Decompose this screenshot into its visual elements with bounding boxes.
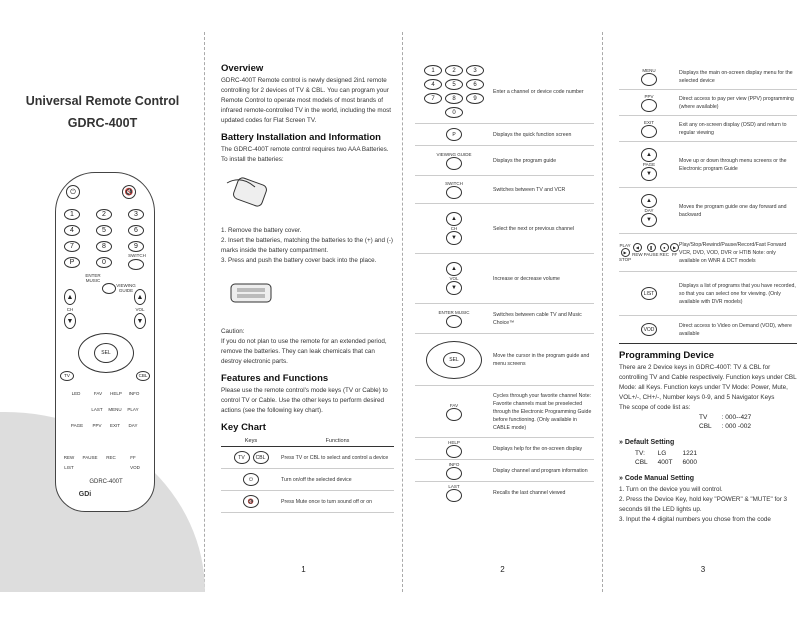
viewing-guide-label: VIEWING GUIDE: [116, 283, 136, 293]
key-function: Cycles through your favorite channel Note: Favorite channels must be preselected through the Electronic Programming Guide before functioning. (Only available in CABLE mode): [493, 392, 592, 431]
navigation-ring: [426, 341, 482, 379]
power-icon: ⏻: [66, 185, 80, 199]
manual-step-1: 1. Turn on the device you will control.: [619, 486, 723, 493]
key-4: 4: [424, 79, 442, 90]
power-icon: ⏻: [243, 473, 259, 486]
key-chart-header: [221, 435, 394, 447]
enter-music-label: ENTER MUSIC: [85, 273, 101, 283]
overview-text: GDRC-400T Remote control is newly designed 2in1 remote controlling for 2 devices of TV & CBL. You can program your Remote Control to operate most models of most brands of infrared remote-controlled TV in the world, including the most updated codes for Flat Screen TV.: [221, 77, 391, 124]
table-row: [415, 60, 594, 124]
page-number: 3: [700, 565, 706, 574]
viewing-guide-button: [102, 283, 116, 294]
p-key: P: [446, 128, 462, 141]
table-row: [221, 447, 394, 469]
page-number: 1: [301, 565, 306, 574]
key-function: Direct access to Video on Demand (VOD), where available: [679, 322, 792, 337]
table-row: [415, 176, 594, 204]
number-keys: [424, 65, 484, 118]
switch-label: SWITCH: [128, 253, 146, 258]
table-row: [415, 460, 594, 482]
remote-key-2: 2: [96, 209, 112, 220]
vod-label: VOD: [130, 465, 140, 470]
remote-key-5: 5: [96, 225, 112, 236]
vol-down-icon: ▼: [446, 281, 462, 295]
key-6: 6: [466, 79, 484, 90]
key-2: 2: [445, 65, 463, 76]
key-7: 7: [424, 93, 442, 104]
viewing-guide-key: [446, 157, 462, 170]
manual-step-2: 2. Press the Device Key, hold key "POWER" & "MUTE" for 3 seconds till the LED lights up.: [619, 496, 788, 513]
remote-key-3: 3: [128, 209, 144, 220]
exit-key: [641, 125, 657, 138]
page-3: [603, 32, 803, 592]
key-function: Direct access to pay per view (PPV) programming (where available): [679, 95, 794, 110]
remote-key-4: 4: [64, 225, 80, 236]
table-row: [221, 469, 394, 491]
table-row: [415, 304, 594, 334]
day-label: DAY: [128, 423, 138, 428]
cover-title: Universal Remote Control: [25, 94, 180, 108]
key-function: Play/Stop/Rewind/Pause/Record/Fast Forward VCR, DVD, VOD, DVR or HTIB Note: only available on WNR & DCT models: [679, 241, 787, 264]
key-8: 8: [445, 93, 463, 104]
page-1: [205, 32, 403, 592]
table-row: [619, 116, 797, 142]
table-row: [619, 188, 797, 234]
table-row: CBL : 000 -002: [699, 423, 751, 430]
battery-heading: Battery Installation and Information: [221, 132, 381, 143]
table-row: [415, 386, 594, 438]
programming-text: There are 2 Device keys in GDRC-400T: TV & CBL for controlling TV and Cable respectively. Function keys under CBL Mode: all Keys. Function keys under TV Mode: Power, Mute, VOL+/-, CH+/-, Number keys 0-9, and 5 Navigator Keys: [619, 364, 797, 401]
programming-heading: Programming Device: [619, 350, 715, 361]
ppv-label: PPV: [644, 93, 654, 99]
mute-icon: 🔇: [122, 185, 136, 199]
manual-setting-heading: » Code Manual Setting: [619, 475, 695, 482]
key-function: Turn on/off the selected device: [281, 476, 352, 483]
last-label: LAST: [448, 484, 460, 489]
key-function: Displays help for the on-screen display: [493, 445, 583, 452]
key-function: Recalls the last channel viewed: [493, 490, 566, 496]
rew-label: REW: [632, 252, 643, 257]
table-row: [415, 482, 594, 504]
pause-label: PAUSE: [643, 252, 659, 257]
default-setting-table: [619, 449, 707, 467]
table-row: [619, 90, 797, 116]
ch-up-icon: ▲: [64, 289, 76, 305]
enter-music-label: ENTER MUSIC: [438, 309, 470, 315]
sel-key: SEL: [443, 352, 465, 368]
stop-label: STOP: [618, 257, 632, 262]
play-label: PLAY: [127, 407, 139, 412]
key-function: Switches between cable TV and Music Choice™: [493, 311, 582, 326]
rewind-icon: ◀: [633, 243, 642, 252]
features-heading: Features and Functions: [221, 373, 329, 384]
ch-label: CH: [66, 307, 74, 312]
battery-step-2: 2. Insert the batteries, matching the batteries to the (+) and (-) marks inside the battery compartment.: [221, 237, 394, 254]
rec-label: REC: [659, 252, 670, 257]
features-text: Please use the remote control's mode keys (TV or Cable) to control TV or Cable. Use the other keys to perform desired actions (see the following key chart).: [221, 387, 388, 414]
brand-logo: GDi: [78, 491, 92, 498]
info-label: INFO: [448, 461, 460, 467]
table-row: CBL 400T 6000: [635, 459, 697, 466]
viewing-guide-label: VIEWING GUIDE: [436, 151, 472, 157]
page-label: PAGE: [70, 423, 84, 428]
list-label: LIST: [64, 465, 74, 470]
exit-label: EXIT: [643, 119, 654, 125]
caution-label: Caution:: [221, 328, 245, 335]
list-key: LIST: [641, 287, 657, 300]
day-down-icon: ▼: [641, 213, 657, 227]
remote-key-8: 8: [96, 241, 112, 252]
remote-illustration: [55, 172, 155, 512]
table-row: [415, 254, 594, 304]
exit-label: EXIT: [109, 423, 120, 428]
vod-key: VOD: [641, 323, 657, 336]
table-row: [415, 438, 594, 460]
last-key: [446, 489, 462, 502]
led-label: LED: [71, 391, 81, 396]
table-row: [619, 64, 797, 90]
menu-label: MENU: [108, 407, 122, 412]
cbl-button: CBL: [136, 371, 150, 381]
remote-key-7: 7: [64, 241, 80, 252]
fast-forward-icon: ▶: [670, 243, 679, 252]
vol-down-icon: ▼: [134, 313, 146, 329]
key-function: Moves the program guide one day forward and backward: [679, 203, 787, 218]
table-row: [415, 334, 594, 386]
key-function: Displays the main on-screen display menu for the selected device: [679, 69, 793, 84]
switch-label: SWITCH: [445, 180, 463, 186]
remote-key-0: 0: [96, 257, 112, 268]
default-setting-heading: » Default Setting: [619, 439, 675, 446]
fav-label: FAV: [449, 402, 459, 408]
day-up-icon: ▲: [641, 194, 657, 208]
keys-column-header: Keys: [244, 437, 258, 444]
table-row: [415, 146, 594, 176]
key-chart-heading: Key Chart: [221, 422, 266, 433]
ch-label: CH: [450, 226, 458, 231]
pause-label: PAUSE: [82, 455, 98, 460]
key-1: 1: [424, 65, 442, 76]
pause-icon: ❚: [647, 243, 656, 252]
battery-text: The GDRC-400T remote control requires two AAA Batteries. To install the batteries:: [221, 146, 389, 163]
remote-model-label: GDRC-400T: [89, 479, 123, 485]
page-2: [403, 32, 603, 592]
ppv-label: PPV: [92, 423, 102, 428]
vol-label: VOL: [135, 307, 145, 312]
play-icon: ▶: [621, 248, 630, 257]
last-label: LAST: [91, 407, 103, 412]
key-function: Move the cursor in the program guide and menu screens: [493, 352, 590, 367]
cover-model-title: GDRC-400T: [67, 116, 138, 130]
mute-icon: 🔇: [243, 495, 259, 508]
ppv-key: [641, 99, 657, 112]
table-row: [619, 316, 797, 344]
vol-up-icon: ▲: [446, 262, 462, 276]
rec-label: REC: [106, 455, 116, 460]
key-0: 0: [445, 107, 463, 118]
key-function: Press TV or CBL to select and control a device: [281, 454, 389, 461]
play-label: PLAY: [619, 243, 631, 248]
overview-heading: Overview: [221, 63, 264, 74]
ch-down-icon: ▼: [64, 313, 76, 329]
switch-key: [446, 186, 462, 199]
key-function: Move up or down through menu screens or the Electronic program Guide: [679, 157, 787, 172]
battery-illustration: [221, 173, 281, 213]
record-icon: ●: [660, 243, 669, 252]
key-function: Enter a channel or device code number: [493, 88, 584, 95]
ff-label: FF: [130, 455, 136, 460]
key-function: Select the next or previous channel: [493, 225, 575, 232]
key-function: Display channel and program information: [493, 467, 588, 474]
key-9: 9: [466, 93, 484, 104]
tv-key: TV: [234, 451, 250, 464]
page-label: PAGE: [642, 162, 656, 167]
key-function: Displays the quick function screen: [493, 131, 572, 138]
enter-music-key: [446, 315, 462, 328]
ff-label: FF: [671, 252, 678, 257]
battery-step-1: 1. Remove the battery cover.: [221, 227, 302, 234]
rew-label: REW: [63, 455, 75, 460]
page-down-icon: ▼: [641, 167, 657, 181]
switch-button: [128, 259, 144, 270]
fav-key: [446, 408, 462, 421]
key-3: 3: [466, 65, 484, 76]
cbl-key: CBL: [253, 451, 269, 464]
info-label: INFO: [128, 391, 140, 396]
page-up-icon: ▲: [641, 148, 657, 162]
battery-insert-illustration: [221, 274, 281, 314]
key-function: Press Mute once to turn sound off or on: [281, 498, 373, 505]
table-row: [619, 142, 797, 188]
table-row: [619, 234, 797, 272]
menu-label: MENU: [642, 67, 656, 73]
menu-key: [641, 73, 657, 86]
key-function: Switches between TV and VCR: [493, 186, 566, 193]
vol-label: VOL: [449, 276, 459, 281]
ch-up-icon: ▲: [446, 212, 462, 226]
battery-step-3: 3. Press and push the battery cover back into the place.: [221, 257, 377, 264]
help-key: [446, 445, 462, 458]
key-function: Displays a list of programs that you have recorded, so that you can select one for viewing. (Only available with DVR models): [679, 282, 796, 305]
remote-key-9: 9: [128, 241, 144, 252]
key-function: Displays the program guide: [493, 157, 557, 164]
key-function: Increase or decrease volume: [493, 275, 560, 282]
tv-button: TV: [60, 371, 74, 381]
table-row: [221, 491, 394, 513]
caution-text: If you do not plan to use the remote for an extended period, remove the batteries. They can leak chemicals that can destroy electronic parts.: [221, 338, 387, 365]
info-key: [446, 467, 462, 480]
ch-down-icon: ▼: [446, 231, 462, 245]
help-label: HELP: [110, 391, 122, 396]
code-scope-label: The scope of code list as:: [619, 404, 691, 411]
help-label: HELP: [448, 439, 460, 445]
remote-key-6: 6: [128, 225, 144, 236]
key-function: Exit any on-screen display (OSD) and return to regular viewing: [679, 121, 787, 136]
functions-column-header: Functions: [325, 437, 350, 444]
cover-panel: [0, 32, 205, 592]
table-row: [415, 204, 594, 254]
manual-step-3: 3. Input the 4 digital numbers you chose from the code: [619, 516, 771, 523]
fav-label: FAV: [93, 391, 103, 396]
vol-up-icon: ▲: [134, 289, 146, 305]
page-number: 2: [500, 565, 505, 574]
remote-key-1: 1: [64, 209, 80, 220]
table-row: TV: LG 1221: [635, 450, 697, 457]
remote-key-p: P: [64, 257, 80, 268]
key-5: 5: [445, 79, 463, 90]
sel-button: SEL: [94, 343, 118, 363]
code-scope-table: [619, 413, 761, 431]
table-row: TV : 000--427: [699, 414, 752, 421]
table-row: [415, 124, 594, 146]
day-label: DAY: [644, 208, 654, 213]
table-row: [619, 272, 797, 316]
